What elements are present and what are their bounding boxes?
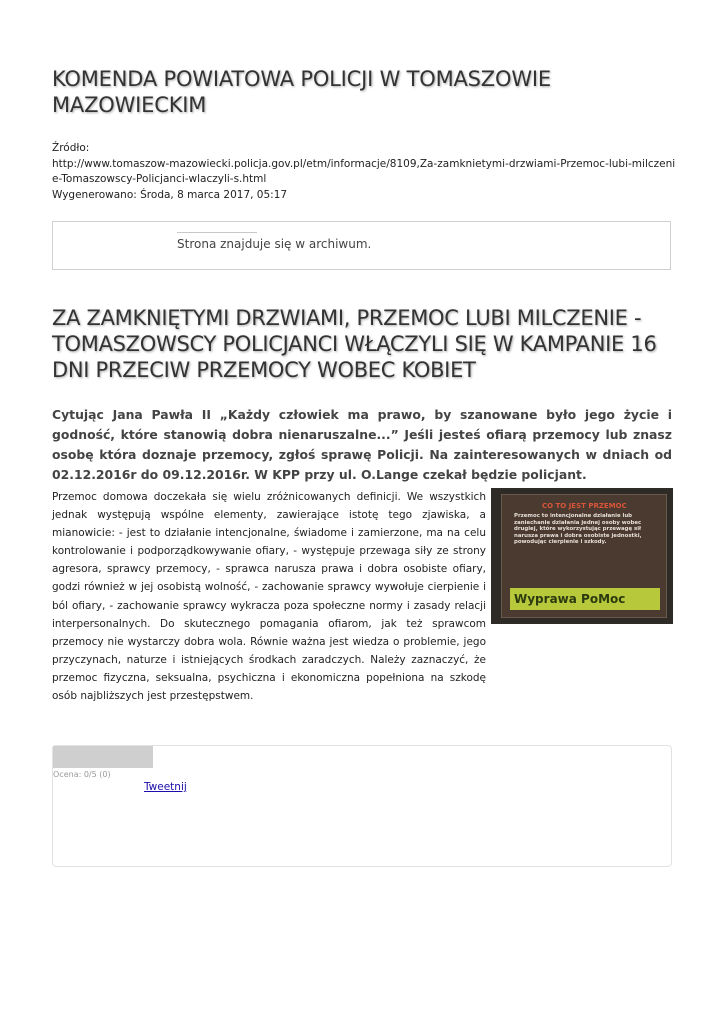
rating-bar[interactable] bbox=[53, 746, 153, 768]
generated-date: Wygenerowano: Środa, 8 marca 2017, 05:17 bbox=[52, 188, 288, 201]
archive-notice: Strona znajduje się w archiwum. bbox=[177, 237, 372, 251]
document-meta bbox=[52, 141, 677, 203]
archive-notice-box bbox=[52, 221, 671, 270]
source-label: Źródło: bbox=[52, 142, 90, 154]
article-body: Przemoc domowa doczekała się wielu zróżnicowanych definicji. We wszystkich jednak występują wspólne elementy, zawierające istotę tego zjawiska, a mianowicie: - jest to działanie intencjonalne, świadome i zamierzone, ma na celu kontrolowanie i podporządkowywanie ofiary, - występuje przewaga siły ze strony agresora, sprawcy przemocy, - sprawca narusza prawa i dobra osobiste ofiary, godzi również w jej osobistą wolność, - zachowanie sprawcy wywołuje cierpienie i ból ofiary, - zachowanie sprawcy wykracza poza społeczne normy i zasady relacji interpersonalnych. Do skutecznego pomagania ofiarom, jak też sprawcom przemocy nie wystarczy dobra wola. Równie ważna jest wiedza o problemie, jego przyczynach, naturze i istniejących środkach zaradczych. Należy zaznaczyć, że przemoc fizyczna, seksualna, psychiczna i ekonomiczna popełniona na szkodę osób najbliższych jest przestępstwem. bbox=[52, 491, 486, 703]
slide-text: Przemoc to intencjonalne działanie lub zaniechanie działania jednej osoby wobec drugiej, które wykorzystując przewagę sił narusza prawa i dobra osobiste jednostki, powodując cierpienie i szkody. bbox=[514, 513, 642, 546]
rating-box bbox=[52, 745, 672, 867]
slide-banner: Wyprawa PoMoc bbox=[510, 588, 660, 610]
source-url: http://www.tomaszow-mazowiecki.policja.gov.pl/etm/informacje/8109,Za-zamknietymi-drzwiami-Przemoc-lubi-milczenie-Tomaszowscy-Policjanci-wlaczyli-s.html bbox=[52, 157, 676, 185]
organization-title: KOMENDA POWIATOWA POLICJI W TOMASZOWIE MAZOWIECKIM bbox=[52, 67, 551, 117]
article-lead: Cytując Jana Pawła II „Każdy człowiek ma prawo, by szanowane było jego życie i godność, które stanowią dobra nienaruszalne...” Jeśli jesteś ofiarą przemocy lub znasz osobę która doznaje przemocy, zgłoś sprawę Policji. Na zainteresowanych w dniach od 02.12.2016r do 09.12.2016r. W KPP przy ul. O.Lange czekał będzie policjant. bbox=[52, 407, 672, 482]
projector-screen bbox=[501, 494, 667, 618]
tweet-link[interactable]: Tweetnij bbox=[144, 781, 187, 793]
slide-title: CO TO JEST PRZEMOC bbox=[542, 502, 627, 510]
rating-label: Ocena: 0/5 (0) bbox=[53, 770, 111, 779]
archive-divider bbox=[177, 232, 257, 233]
article-photo bbox=[491, 488, 673, 624]
article-title: ZA ZAMKNIĘTYMI DRZWIAMI, PRZEMOC LUBI MILCZENIE - TOMASZOWSCY POLICJANCI WŁĄCZYLI SIĘ W KAMPANIE 16 DNI PRZECIW PRZEMOCY WOBEC KOBIET bbox=[52, 306, 657, 382]
